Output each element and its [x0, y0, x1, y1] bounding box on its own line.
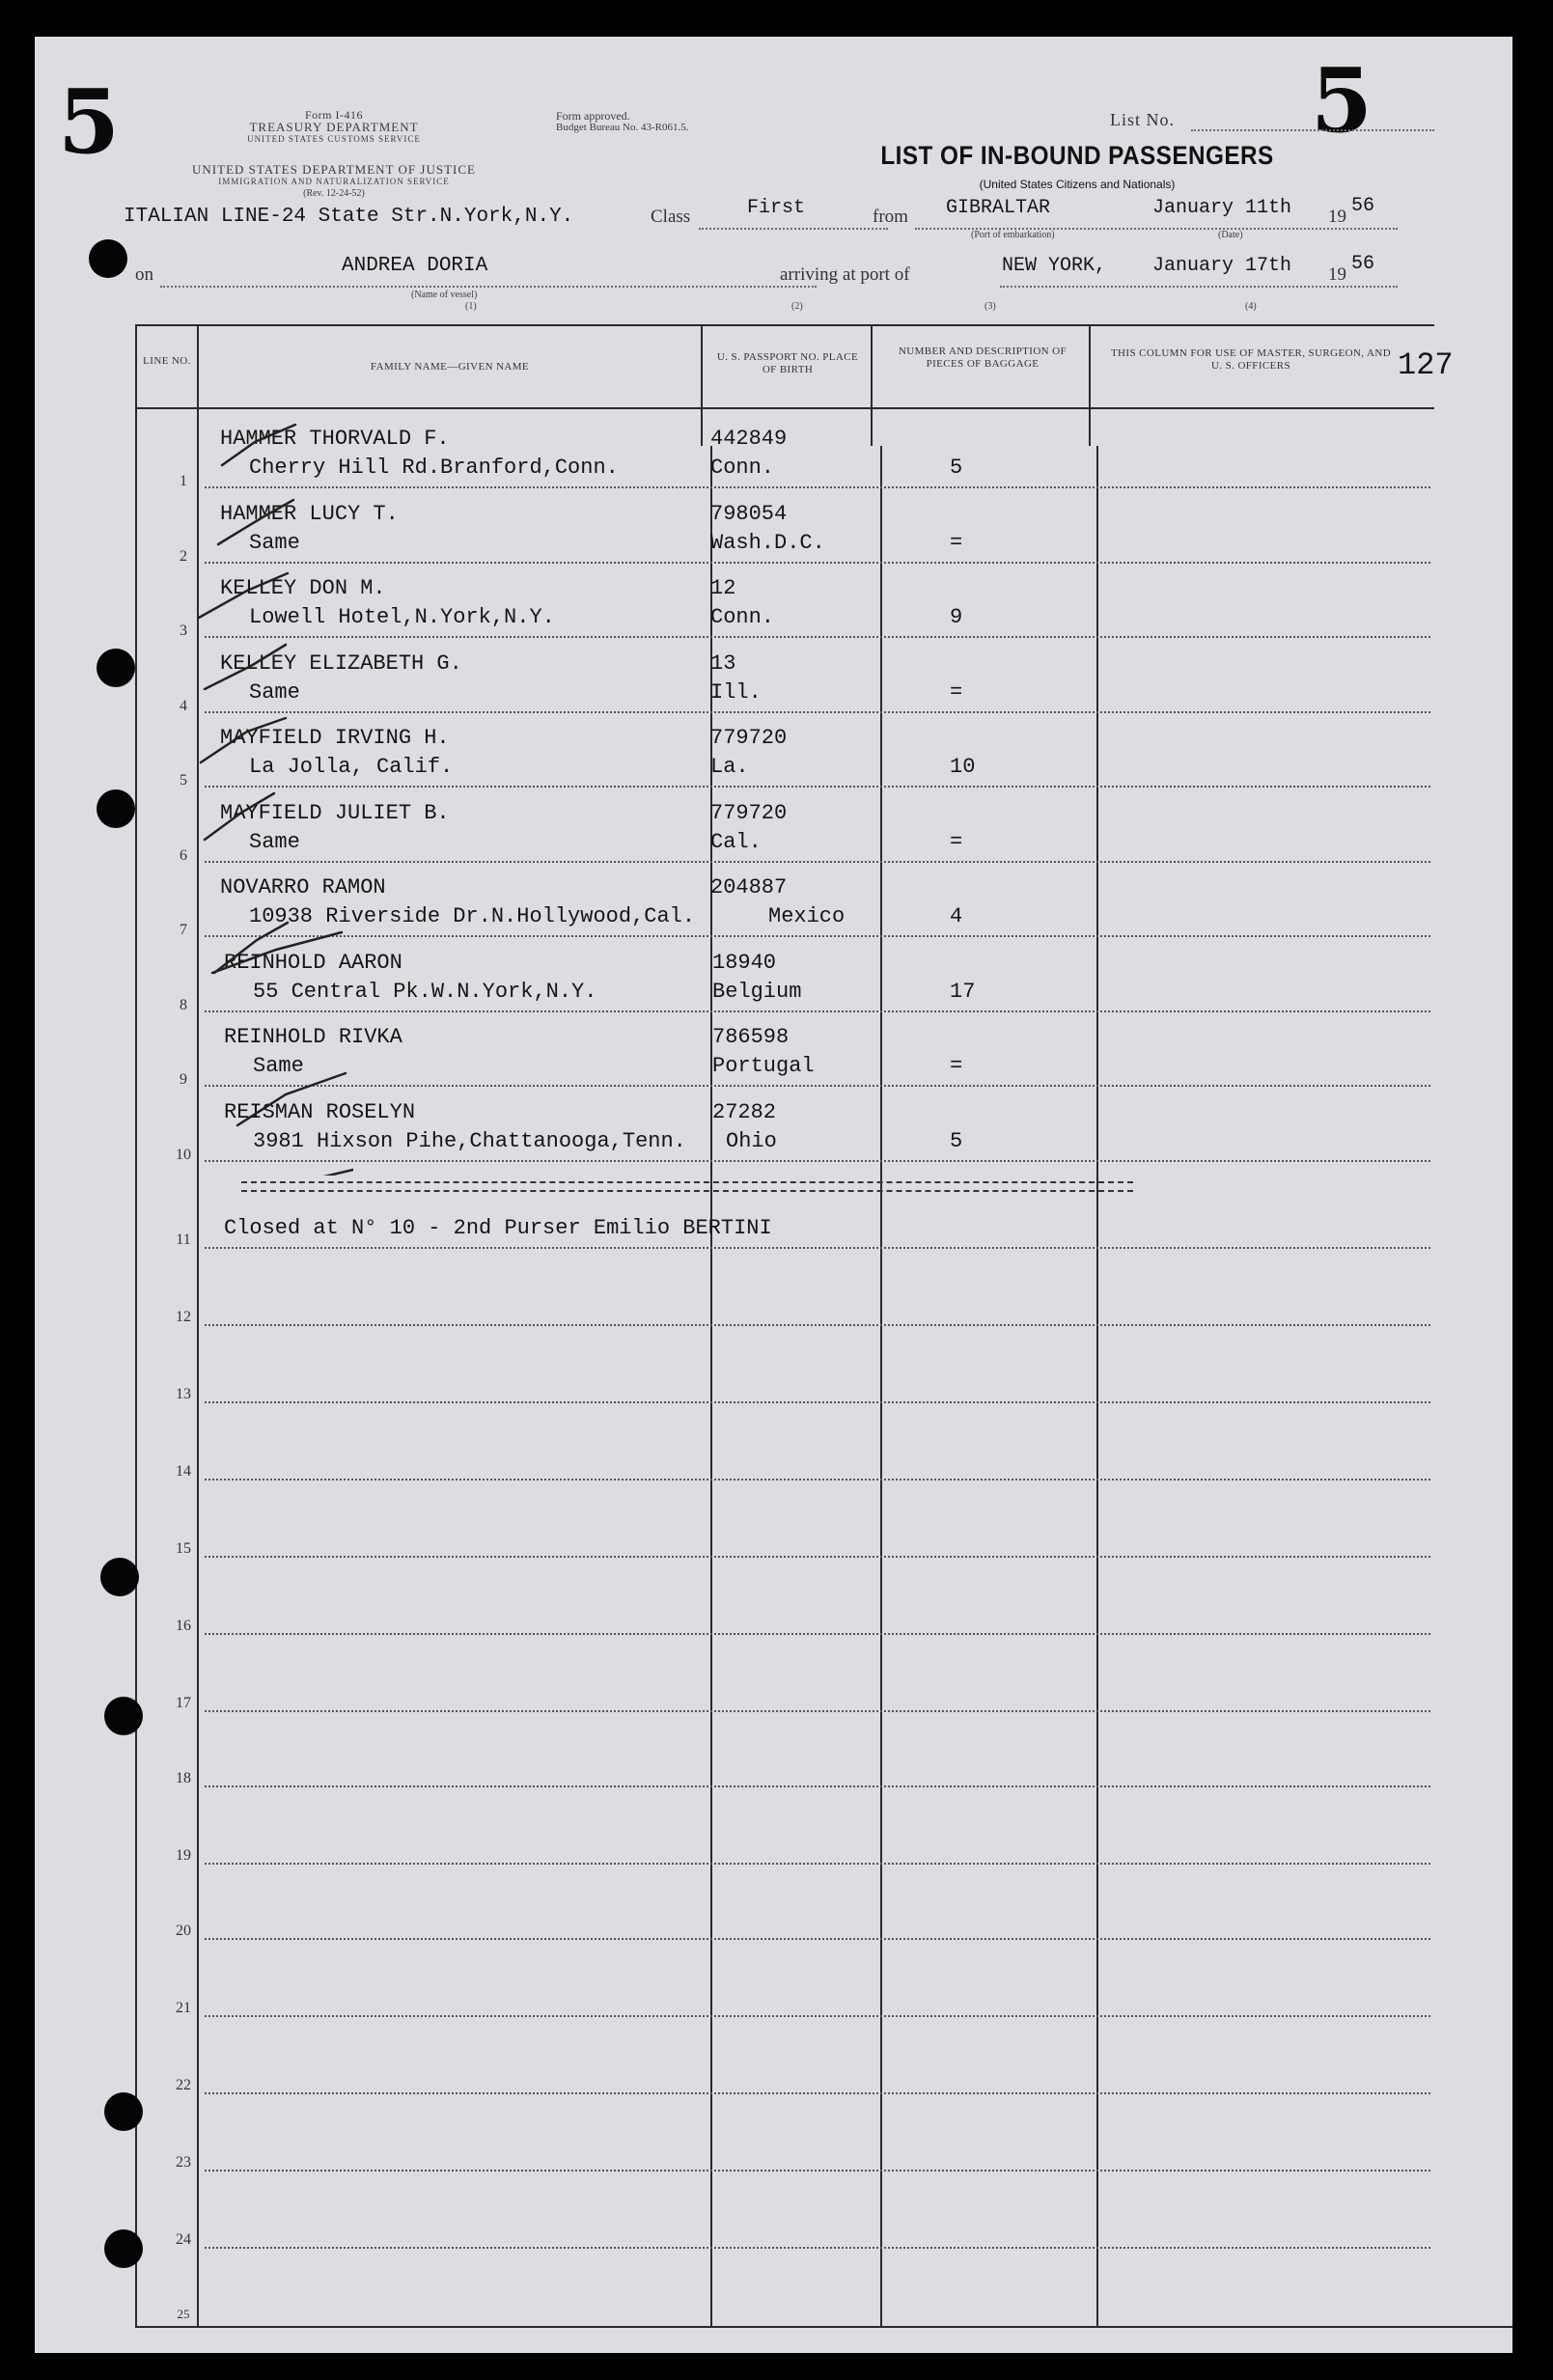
line-number: 2	[180, 548, 187, 565]
line-number: 21	[176, 2000, 191, 2016]
check-mark	[212, 932, 342, 973]
passenger-name: MAYFIELD IRVING H.	[220, 726, 450, 750]
vessel-line	[160, 286, 817, 288]
treasury-dept: TREASURY DEPARTMENT	[249, 120, 419, 134]
line-number: 20	[176, 1923, 191, 1939]
col-header-officers: THIS COLUMN FOR USE OF MASTER, SURGEON, AND U. S. OFFICERS	[1110, 347, 1392, 372]
embarkation-date: January 11th	[1152, 197, 1292, 219]
check-mark	[199, 573, 288, 618]
list-no-label: List No.	[1110, 110, 1176, 129]
table-left-border	[135, 324, 137, 2328]
line-number: 25	[177, 2307, 190, 2321]
passenger-address: Same	[249, 830, 300, 854]
corner-mark-right: 5	[1311, 48, 1373, 152]
row-separator	[205, 1479, 1430, 1481]
check-mark	[237, 1073, 346, 1125]
vessel-caption: (Name of vessel)	[411, 290, 478, 300]
year-2: 56	[1351, 253, 1375, 275]
line-number: 11	[176, 1232, 191, 1248]
year-1: 56	[1351, 195, 1375, 217]
shipping-agent: ITALIAN LINE-24 State Str.N.York,N.Y.	[124, 206, 574, 228]
line-number: 18	[176, 1770, 191, 1786]
line-number: 15	[176, 1540, 191, 1557]
row-separator	[205, 2092, 1430, 2094]
line-number: 3	[180, 623, 187, 639]
row-separator	[205, 2015, 1430, 2017]
row-separator	[205, 1938, 1430, 1940]
row-separator	[205, 1324, 1430, 1326]
passenger-address: La Jolla, Calif.	[249, 755, 454, 779]
arrival-line	[1000, 286, 1398, 288]
row-separator	[205, 1247, 1430, 1249]
baggage-count: 4	[950, 904, 963, 928]
baggage-count: =	[950, 1054, 963, 1078]
caption-4: (4)	[1245, 301, 1257, 312]
row-separator	[205, 861, 1430, 863]
form-revision: (Rev. 12-24-52)	[303, 188, 365, 199]
immigration-service: IMMIGRATION AND NATURALIZATION SERVICE	[218, 177, 450, 186]
year-prefix-2: 19	[1328, 264, 1346, 285]
baggage-count: =	[950, 830, 963, 854]
line-number: 10	[176, 1147, 191, 1163]
birth-place: Ohio	[726, 1129, 777, 1153]
birth-place: Wash.D.C.	[710, 531, 825, 555]
check-mark	[205, 645, 286, 689]
row-separator	[205, 711, 1430, 713]
check-mark	[218, 500, 293, 544]
line-number: 6	[180, 847, 187, 864]
passenger-address: Same	[249, 680, 300, 705]
passport-number: 779720	[710, 801, 788, 825]
arriving-label: arriving at port of	[780, 264, 910, 285]
passport-number: 13	[710, 651, 736, 676]
passenger-address: Lowell Hotel,N.York,N.Y.	[249, 605, 555, 629]
line-number: 4	[180, 698, 187, 714]
passenger-name: MAYFIELD JULIET B.	[220, 801, 450, 825]
justice-dept: UNITED STATES DEPARTMENT OF JUSTICE	[192, 162, 476, 177]
baggage-count: 17	[950, 980, 976, 1004]
row-separator	[205, 1160, 1430, 1162]
passenger-address: Cherry Hill Rd.Branford,Conn.	[249, 456, 619, 480]
col-header-line: LINE NO.	[143, 355, 191, 367]
col-header-name: FAMILY NAME—GIVEN NAME	[370, 361, 530, 373]
table-top-border	[135, 324, 1434, 326]
line-number: 23	[176, 2154, 191, 2171]
arrival-date: January 17th	[1152, 255, 1292, 277]
from-label: from	[873, 207, 908, 227]
binder-hole	[100, 1558, 139, 1596]
check-mark	[241, 1170, 353, 1176]
binder-hole	[97, 649, 135, 687]
passport-number: 27282	[712, 1100, 777, 1124]
line-number: 9	[180, 1071, 187, 1088]
caption-2: (2)	[791, 301, 803, 312]
row-separator	[205, 786, 1430, 788]
date-caption: (Date)	[1218, 230, 1243, 240]
passport-number: 12	[710, 576, 736, 600]
line-number: 24	[176, 2231, 191, 2248]
passport-number: 204887	[710, 875, 788, 899]
passenger-address: 10938 Riverside Dr.N.Hollywood,Cal.	[249, 904, 696, 928]
row-separator	[205, 1785, 1430, 1787]
class-value: First	[747, 197, 806, 219]
table-bottom-border	[135, 2326, 1512, 2328]
row-separator	[205, 1085, 1430, 1087]
passenger-name: REISMAN ROSELYN	[224, 1100, 416, 1124]
passenger-name: REINHOLD RIVKA	[224, 1025, 402, 1049]
birth-place: Conn.	[710, 605, 775, 629]
row-separator	[205, 2247, 1430, 2249]
row-separator	[205, 1010, 1430, 1012]
birth-place: Belgium	[712, 980, 802, 1004]
birth-place: Portugal	[712, 1054, 815, 1078]
document-title: LIST OF IN-BOUND PASSENGERS	[880, 141, 1274, 170]
corner-mark-left: 5	[58, 69, 121, 174]
line-number: 22	[176, 2077, 191, 2093]
line-number: 5	[180, 772, 187, 789]
line-number: 7	[180, 922, 187, 938]
customs-service: UNITED STATES CUSTOMS SERVICE	[247, 134, 421, 144]
row-separator	[205, 1710, 1430, 1712]
check-mark	[222, 425, 295, 465]
line-number: 8	[180, 997, 187, 1013]
form-number: Form I-416	[305, 108, 363, 122]
document-subtitle: (United States Citizens and Nationals)	[979, 178, 1176, 191]
manifest-sheet	[35, 37, 1512, 2353]
birth-place: Mexico	[768, 904, 846, 928]
row-separator	[205, 935, 1430, 937]
passenger-address: Same	[253, 1054, 304, 1078]
row-separator	[205, 2170, 1430, 2172]
binder-hole	[104, 2092, 143, 2131]
page-number: 127	[1398, 347, 1454, 383]
binder-hole	[104, 2229, 143, 2268]
baggage-count: =	[950, 680, 963, 705]
port-of-embarkation: GIBRALTAR	[946, 197, 1051, 219]
baggage-count: 5	[950, 456, 963, 480]
binder-hole	[104, 1697, 143, 1735]
row-separator	[205, 1556, 1430, 1558]
line-number: 19	[176, 1847, 191, 1864]
port-caption: (Port of embarkation)	[971, 230, 1055, 240]
baggage-count: 5	[950, 1129, 963, 1153]
line-number: 12	[176, 1309, 191, 1325]
caption-1: (1)	[465, 301, 477, 312]
birth-place: La.	[710, 755, 749, 779]
passenger-name: HAMMER LUCY T.	[220, 502, 399, 526]
budget-bureau: Budget Bureau No. 43-R061.5.	[556, 122, 689, 133]
baggage-count: 10	[950, 755, 976, 779]
check-mark	[201, 718, 286, 762]
passenger-name: NOVARRO RAMON	[220, 875, 386, 899]
passport-number: 779720	[710, 726, 788, 750]
row-separator	[205, 1863, 1430, 1865]
binder-hole	[97, 789, 135, 828]
class-label: Class	[651, 207, 691, 227]
row-separator	[205, 1401, 1430, 1403]
caption-3: (3)	[984, 301, 996, 312]
col-header-passport: U. S. PASSPORT NO. PLACE OF BIRTH	[716, 351, 859, 375]
passport-number: 798054	[710, 502, 788, 526]
passport-number: 18940	[712, 951, 777, 975]
row-separator	[205, 636, 1430, 638]
passenger-name: KELLEY DON M.	[220, 576, 386, 600]
birth-place: Ill.	[710, 680, 762, 705]
row-separator	[205, 486, 1430, 488]
on-label: on	[135, 264, 153, 285]
passenger-address: 3981 Hixson Pihe,Chattanooga,Tenn.	[253, 1129, 686, 1153]
passport-number: 786598	[712, 1025, 790, 1049]
passport-number: 442849	[710, 427, 788, 451]
name-col-divider-top	[701, 324, 703, 446]
class-line	[699, 228, 888, 230]
closing-note: Closed at N° 10 - 2nd Purser Emilio BERTINI	[224, 1216, 772, 1240]
check-mark	[214, 923, 288, 973]
arrival-port: NEW YORK,	[1002, 255, 1107, 277]
vessel-name: ANDREA DORIA	[342, 255, 488, 277]
baggage-count: =	[950, 531, 963, 555]
passenger-name: KELLEY ELIZABETH G.	[220, 651, 462, 676]
birth-place: Conn.	[710, 456, 775, 480]
baggage-col-divider-top	[1089, 324, 1091, 446]
line-number: 17	[176, 1695, 191, 1711]
binder-hole	[89, 239, 127, 278]
form-approved: Form approved.	[556, 109, 630, 123]
passenger-name: REINHOLD AARON	[224, 951, 402, 975]
passenger-address: 55 Central Pk.W.N.York,N.Y.	[253, 980, 597, 1004]
row-separator	[205, 562, 1430, 564]
passenger-address: Same	[249, 531, 300, 555]
passenger-name: HAMMER THORVALD F.	[220, 427, 450, 451]
check-marks	[180, 403, 353, 1176]
passport-col-divider	[880, 446, 882, 2328]
passport-col-divider-top	[871, 324, 873, 446]
baggage-count: 9	[950, 605, 963, 629]
birth-place: Cal.	[710, 830, 762, 854]
line-number: 16	[176, 1618, 191, 1634]
year-prefix-1: 19	[1328, 207, 1346, 227]
row-separator	[205, 1633, 1430, 1635]
line-number: 1	[180, 473, 187, 489]
line-number: 14	[176, 1463, 191, 1480]
check-mark	[205, 793, 274, 840]
baggage-col-divider	[1096, 446, 1098, 2328]
list-no-line	[1191, 129, 1434, 131]
col-header-baggage: NUMBER AND DESCRIPTION OF PIECES OF BAGGAGE	[898, 346, 1068, 370]
line-number: 13	[176, 1386, 191, 1402]
closing-double-rule	[241, 1181, 1133, 1192]
